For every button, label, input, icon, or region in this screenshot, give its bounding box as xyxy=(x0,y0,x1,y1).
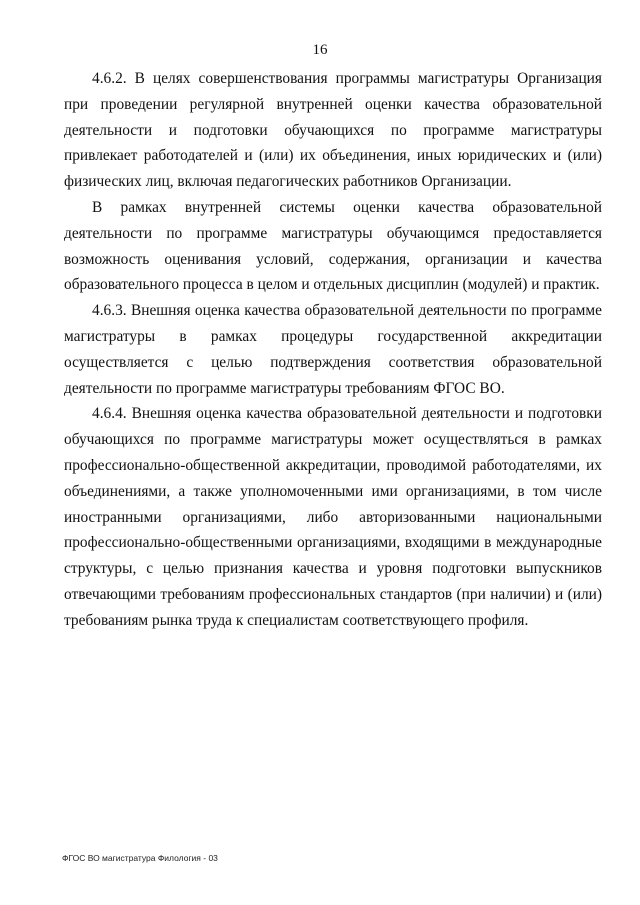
paragraph-4-6-3: 4.6.3. Внешняя оценка качества образовательной деятельности по программе магистратуры в рамках процедуры государственной аккредитации осуществляется с целью подтверждения соответствия образовательной деятельности по программе магистратуры требованиям ФГОС ВО. xyxy=(64,302,602,397)
page-number: 16 xyxy=(312,42,328,58)
paragraph-4-6-4: 4.6.4. Внешняя оценка качества образовательной деятельности и подготовки обучающихся по программе магистратуры может осуществляться в рамках профессионально-общественной аккредитации, проводимой работодателями, их объединениями, а также уполномоченными ими организациями, в том числе иностранными организациями, либо авторизованными национальными профессионально-общественными организациями, входящими в международные структуры, с целью признания качества и уровня подготовки выпускников отвечающими требованиям профессиональных стандартов (при наличии) и (или) требованиям рынка труда к специалистам соответствующего профиля. xyxy=(64,405,602,629)
paragraph-4-6-2: 4.6.2. В целях совершенствования программы магистратуры Организация при проведении регулярной внутренней оценки качества образовательной деятельности и подготовки обучающихся по программе магистратуры привлекает работодателей и (или) их объединения, иных юридических и (или) физических лиц, включая педагогических работников Организации. xyxy=(64,70,602,191)
document-body xyxy=(64,66,602,634)
page-footer: ФГОС ВО магистратура Филология - 03 xyxy=(62,853,218,863)
paragraph-internal-assessment: В рамках внутренней системы оценки качества образовательной деятельности по программе магистратуры обучающимся предоставляется возможность оценивания условий, содержания, организации и качества образовательного процесса в целом и отдельных дисциплин (модулей) и практик. xyxy=(64,198,602,294)
